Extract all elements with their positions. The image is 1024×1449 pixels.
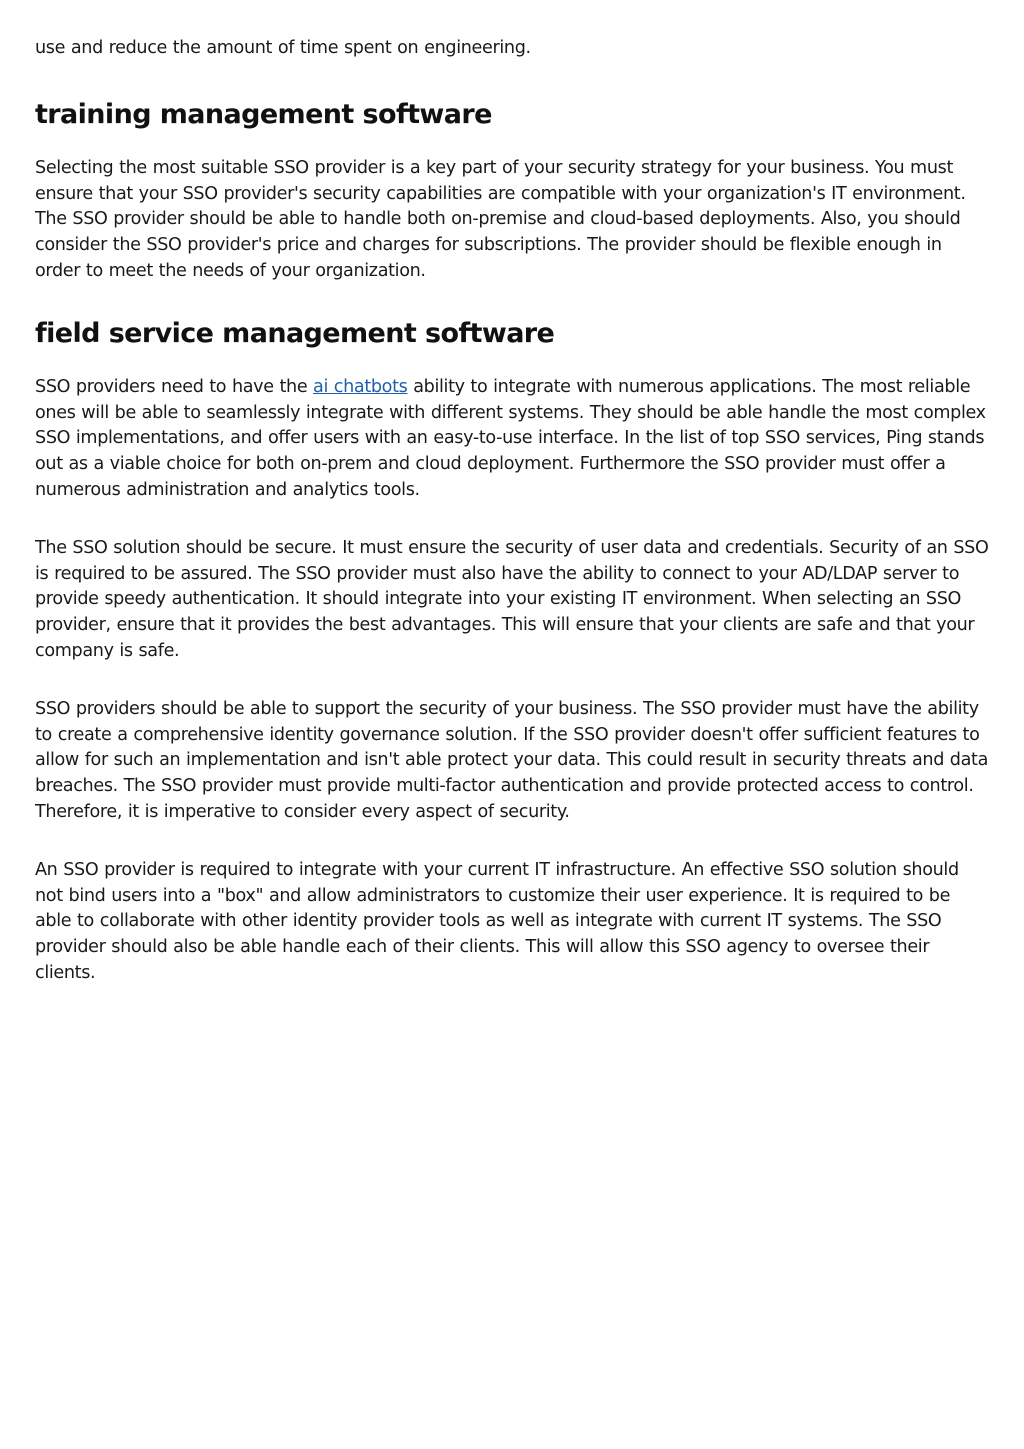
document-page [35, 36, 990, 987]
sso-infrastructure-paragraph: An SSO provider is required to integrate with your current IT infrastructure. An effective SSO solution should not bind users into a "box" and allow administrators to customize their user experience. It is required to be able to collaborate with other identity provider tools as well as integrate with current IT systems. The SSO provider should also be able handle each of their clients. This will allow this SSO agency to oversee their clients. [35, 859, 959, 983]
training-management-paragraph: Selecting the most suitable SSO provider is a key part of your security strategy for your business. You must ensure that your SSO provider's security capabilities are compatible with your organization's IT environment. The SSO provider should be able to handle both on-premise and cloud-based deployments. Also, you should consider the SSO provider's price and charges for subscriptions. The provider should be flexible enough in order to meet the needs of your organization. [35, 157, 966, 281]
field-service-paragraph [35, 375, 990, 504]
sso-security-paragraph: The SSO solution should be secure. It must ensure the security of user data and credentials. Security of an SSO is required to be assured. The SSO provider must also have the ability to connect to your AD/LDAP server to provide speedy authentication. It should integrate into your existing IT environment. When selecting an SSO provider, ensure that it provides the best advantages. This will ensure that your clients are safe and that your company is safe. [35, 537, 989, 661]
sso-business-security-paragraph: SSO providers should be able to support the security of your business. The SSO provider must have the ability to create a comprehensive identity governance solution. If the SSO provider doesn't offer sufficient features to allow for such an implementation and isn't able protect your data. This could result in security threats and data breaches. The SSO provider must provide multi-factor authentication and provide protected access to control. Therefore, it is imperative to consider every aspect of security. [35, 698, 988, 822]
intro-paragraph-tail: use and reduce the amount of time spent on engineering. [35, 38, 531, 58]
section-heading-training-management: training management software [35, 98, 492, 130]
section-heading-field-service-management: field service management software [35, 317, 555, 349]
field-service-text-after-link: ability to integrate with numerous applications. The most reliable ones will be able to seamlessly integrate with different systems. They should be able handle the most complex SSO implementations, and offer users with an easy-to-use interface. In the list of top SSO services, Ping stands out as a viable choice for both on-prem and cloud deployment. Furthermore the SSO provider must offer a numerous administration and analytics tools. [35, 376, 986, 500]
field-service-text-before-link: SSO providers need to have the [35, 376, 314, 397]
ai-chatbots-link[interactable]: ai chatbots [313, 376, 408, 397]
